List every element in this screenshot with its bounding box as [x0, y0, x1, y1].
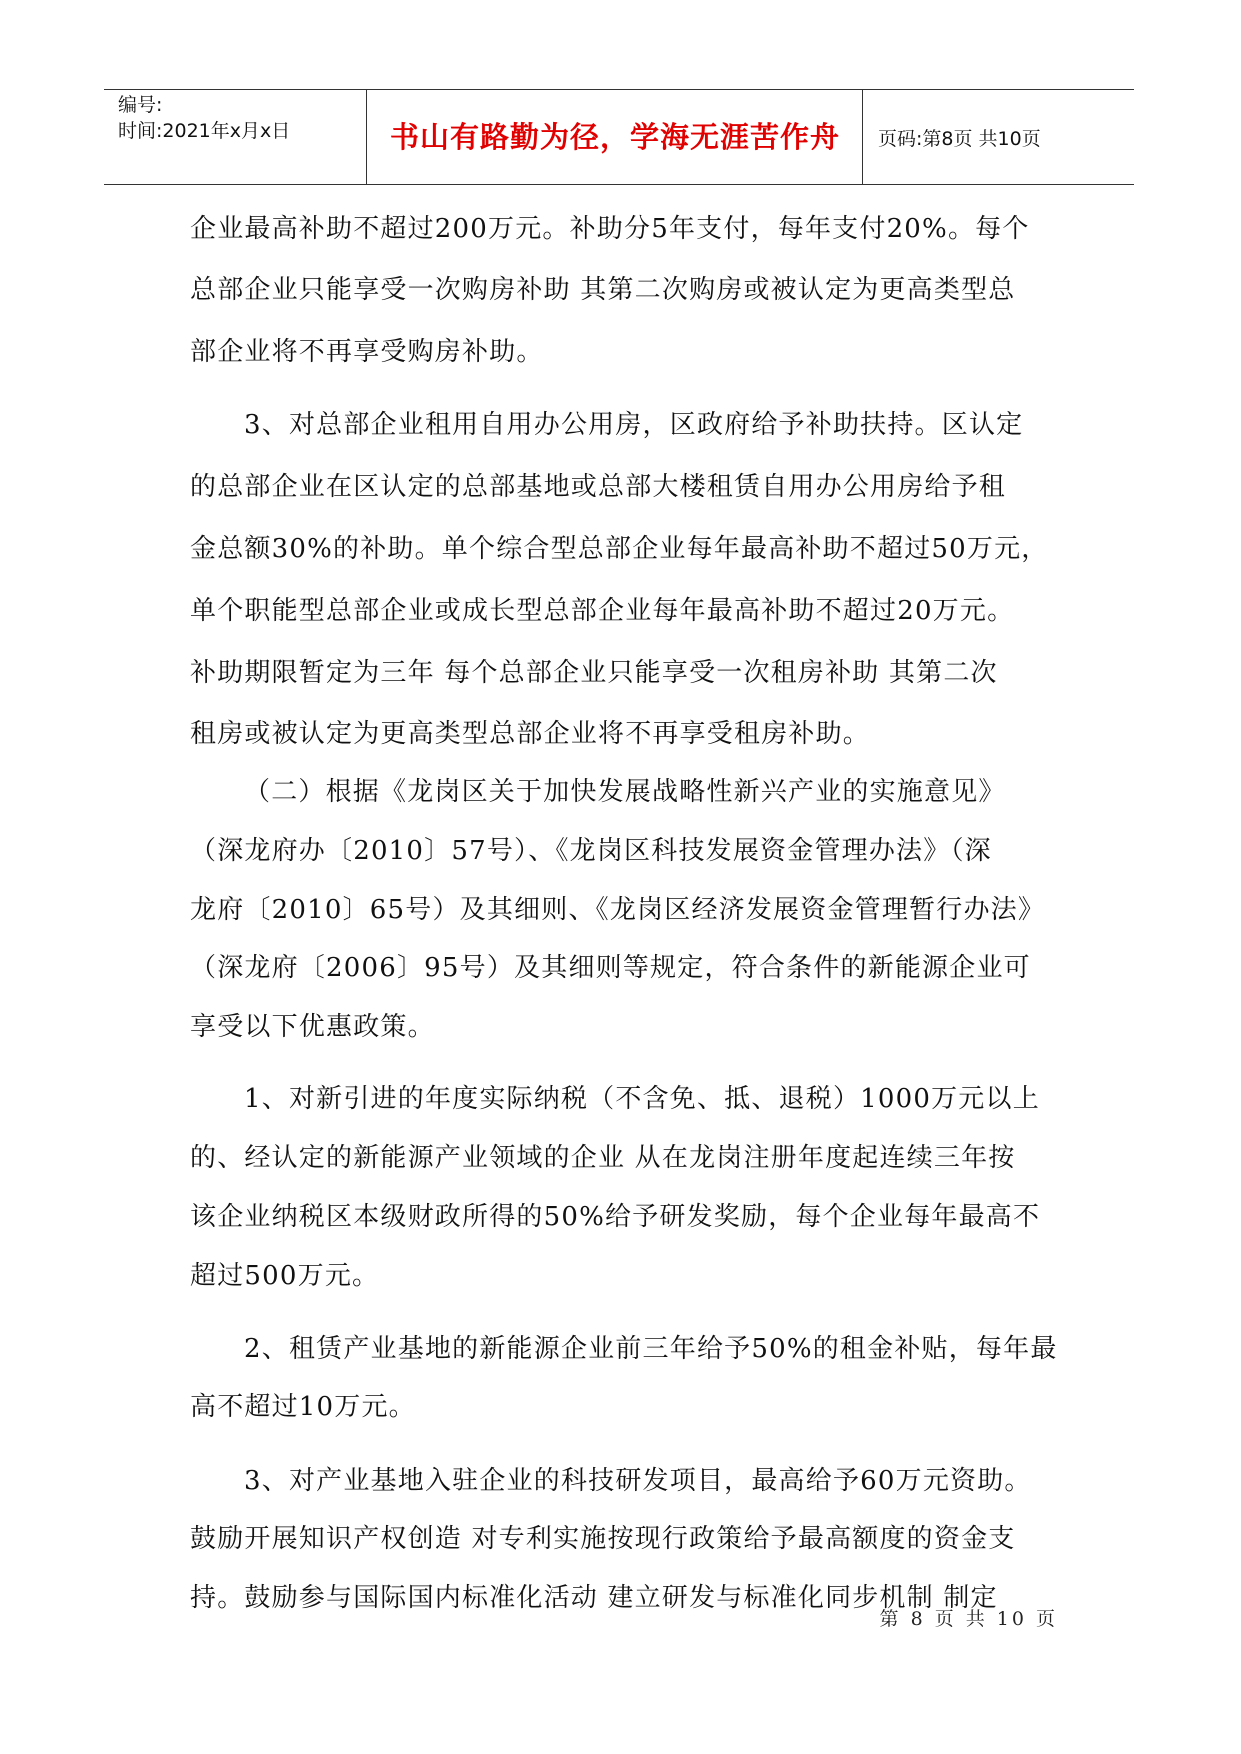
- body-line: （二）根据《龙岗区关于加快发展战略性新兴产业的实施意见》: [244, 777, 1006, 807]
- page-footer: 第 8 页 共 10 页: [879, 1608, 1058, 1630]
- body-line: 金总额30%的补助。单个综合型总部企业每年最高补助不超过50万元，: [190, 534, 1049, 564]
- body-line: 补助期限暂定为三年 每个总部企业只能享受一次租房补助 其第二次: [190, 658, 998, 688]
- header-motto-cell: [368, 90, 863, 184]
- body-line: 2、租赁产业基地的新能源企业前三年给予50%的租金补贴，每年最: [244, 1334, 1058, 1364]
- body-line: 超过500万元。: [190, 1261, 380, 1291]
- body-line: 持。鼓励参与国际国内标准化活动 建立研发与标准化同步机制 制定: [190, 1583, 998, 1613]
- body-line: 鼓励开展知识产权创造 对专利实施按现行政策给予最高额度的资金支: [190, 1524, 1016, 1554]
- body-line: 的总部企业在区认定的总部基地或总部大楼租赁自用办公用房给予租: [190, 472, 1007, 502]
- body-line: 享受以下优惠政策。: [190, 1012, 435, 1042]
- body-line: 部企业将不再享受购房补助。: [190, 337, 544, 367]
- document-number-label: 编号:: [118, 94, 163, 116]
- body-line: 总部企业只能享受一次购房补助 其第二次购房或被认定为更高类型总: [190, 275, 1016, 305]
- body-line: 3、对总部企业租用自用办公用房，区政府给予补助扶持。区认定: [244, 410, 1024, 440]
- body-line: 龙府〔2010〕65号）及其细则、《龙岗区经济发展资金管理暂行办法》: [190, 895, 1046, 925]
- header-meta-cell: [104, 90, 367, 184]
- body-line: 1、对新引进的年度实际纳税（不含免、抵、退税）1000万元以上: [244, 1084, 1040, 1114]
- body-line: 企业最高补助不超过200万元。补助分5年支付，每年支付20%。每个: [190, 214, 1030, 244]
- document-time-label: 时间:2021年x月x日: [118, 120, 291, 142]
- document-header: [104, 89, 1134, 185]
- body-line: 该企业纳税区本级财政所得的50%给予研发奖励，每个企业每年最高不: [190, 1202, 1041, 1232]
- body-line: （深龙府办〔2010〕57号）、《龙岗区科技发展资金管理办法》（深: [190, 836, 992, 866]
- body-line: 3、对产业基地入驻企业的科技研发项目，最高给予60万元资助。: [244, 1466, 1032, 1496]
- body-line: 单个职能型总部企业或成长型总部企业每年最高补助不超过20万元。: [190, 596, 1015, 626]
- body-line: 的、经认定的新能源产业领域的企业 从在龙岗注册年度起连续三年按: [190, 1143, 1016, 1173]
- header-motto: 书山有路勤为径，学海无涯苦作舟: [389, 120, 840, 154]
- header-page-code: 页码:第8页 共10页: [878, 128, 1041, 150]
- body-line: 高不超过10万元。: [190, 1392, 416, 1422]
- body-line: 租房或被认定为更高类型总部企业将不再享受租房补助。: [190, 719, 871, 749]
- header-page-cell: [864, 90, 1134, 184]
- body-line: （深龙府〔2006〕95号）及其细则等规定，符合条件的新能源企业可: [190, 953, 1031, 983]
